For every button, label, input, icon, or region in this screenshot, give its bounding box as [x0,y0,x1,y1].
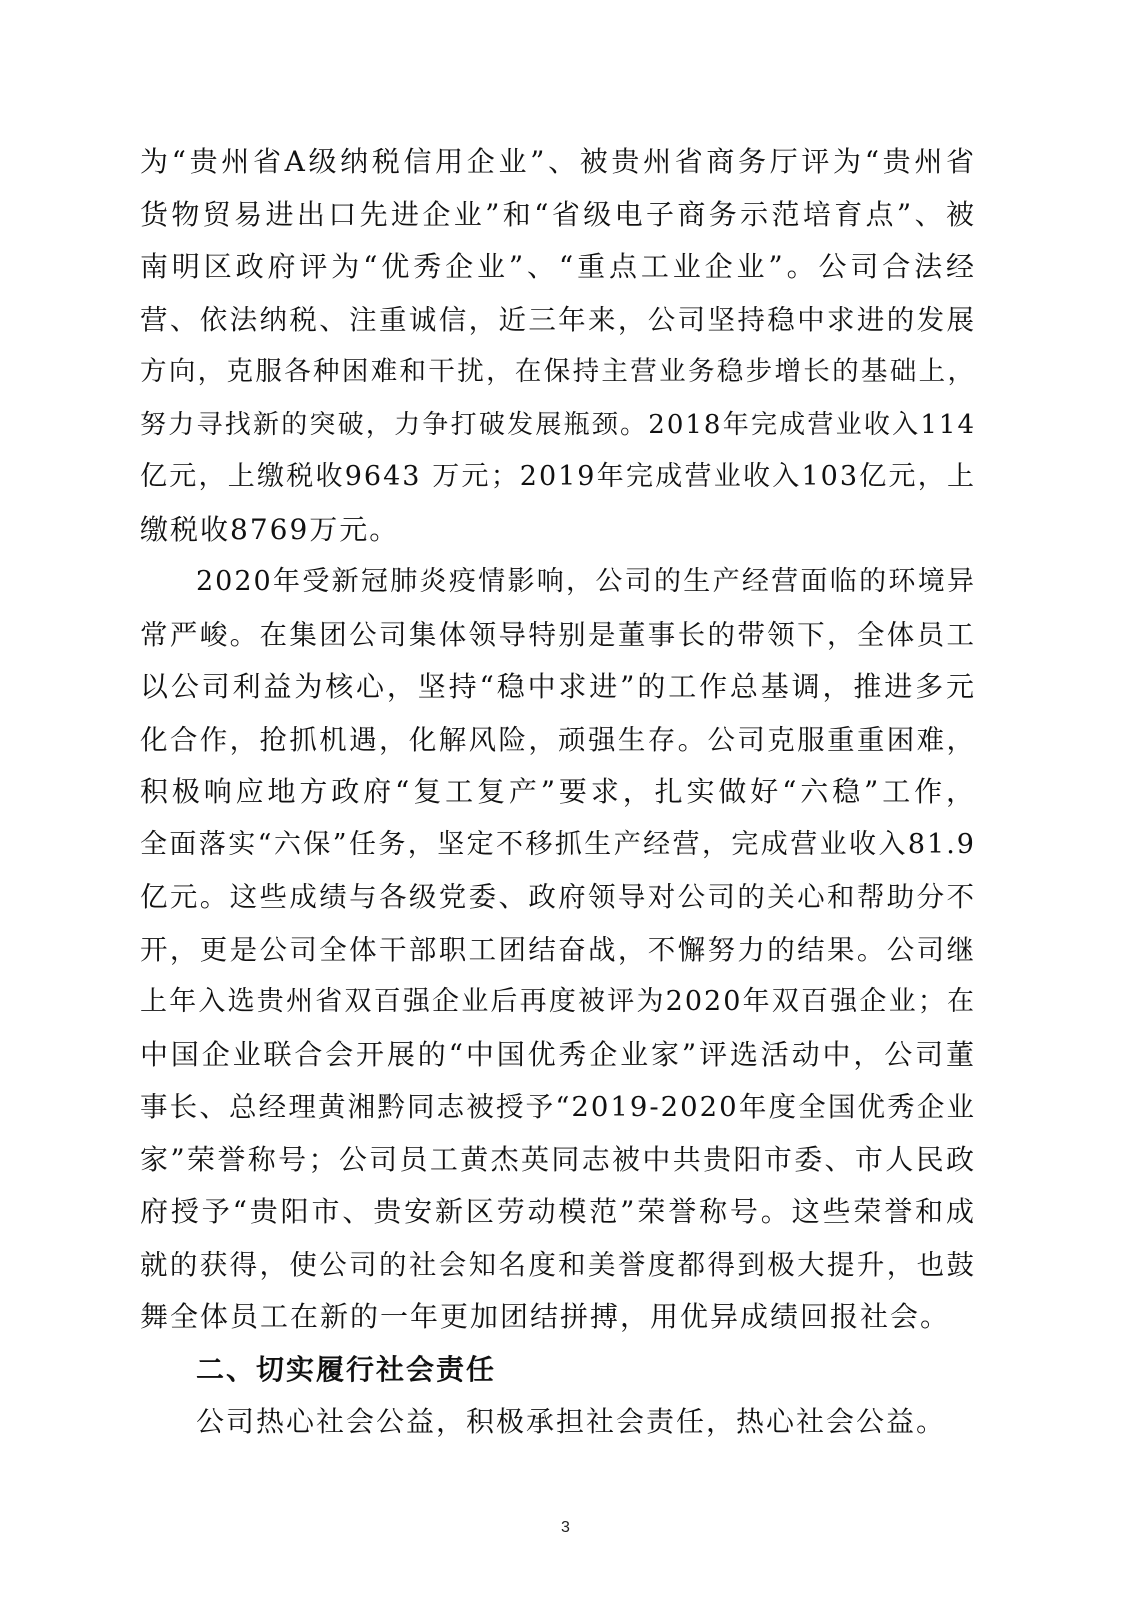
text-line: 货物贸易进出口先进企业”和“省级电子商务示范培育点”、被 [140,197,976,231]
paragraph-company-honors [140,136,976,556]
paragraph-2020-performance [140,556,976,1344]
paragraph-social-responsibility [140,1396,976,1449]
text-line: 全面落实“六保”任务，坚定不移抓生产经营，完成营业收入81.9 [140,828,976,860]
text-line: 开，更是公司全体干部职工团结奋战，不懈努力的结果。公司继 [140,933,976,966]
text-line: 南明区政府评为“优秀企业”、“重点工业企业”。公司合法经 [140,250,976,283]
page-number: 3 [561,1519,570,1536]
text-line: 事长、总经理黄湘黔同志被授予“2019-2020年度全国优秀企业 [140,1091,976,1123]
section-heading: 二、切实履行社会责任 [196,1352,497,1386]
text-line: 公司热心社会公益，积极承担社会责任，热心社会公益。 [196,1405,947,1438]
text-line: 为“贵州省A级纳税信用企业”、被贵州省商务厅评为“贵州省 [140,145,976,178]
text-line: 上年入选贵州省双百强企业后再度被评为2020年双百强企业；在 [140,986,976,1017]
text-line: 亿元。这些成绩与各级党委、政府领导对公司的关心和帮助分不 [140,881,976,913]
text-line: 2020年受新冠肺炎疫情影响，公司的生产经营面临的环境异 [196,566,976,597]
text-line: 化合作，抢抓机遇，化解风险，顽强生存。公司克服重重困难， [140,723,976,756]
text-line: 就的获得，使公司的社会知名度和美誉度都得到极大提升，也鼓 [140,1248,976,1281]
text-line: 方向，克服各种困难和干扰，在保持主营业务稳步增长的基础上， [140,356,976,387]
text-line: 中国企业联合会开展的“中国优秀企业家”评选活动中，公司董 [140,1037,976,1071]
text-line: 积极响应地方政府“复工复产”要求，扎实做好“六稳”工作， [140,775,976,808]
text-line: 府授予“贵阳市、贵安新区劳动模范”荣誉称号。这些荣誉和成 [140,1195,976,1228]
text-line: 亿元，上缴税收9643 万元；2019年完成营业收入103亿元，上 [140,461,976,492]
text-line: 营、依法纳税、注重诚信，近三年来，公司坚持稳中求进的发展 [140,303,976,336]
text-line: 家”荣誉称号；公司员工黄杰英同志被中共贵阳市委、市人民政 [140,1142,976,1176]
page-content [140,136,976,1449]
text-line: 以公司利益为核心，坚持“稳中求进”的工作总基调，推进多元 [140,670,976,703]
text-line: 努力寻找新的突破，力争打破发展瓶颈。2018年完成营业收入114 [140,409,976,440]
text-line: 缴税收8769万元。 [140,512,400,546]
text-line: 常严峻。在集团公司集体领导特别是董事长的带领下，全体员工 [140,618,976,651]
text-line: 舞全体员工在新的一年更加团结拼搏，用优异成绩回报社会。 [140,1300,951,1333]
